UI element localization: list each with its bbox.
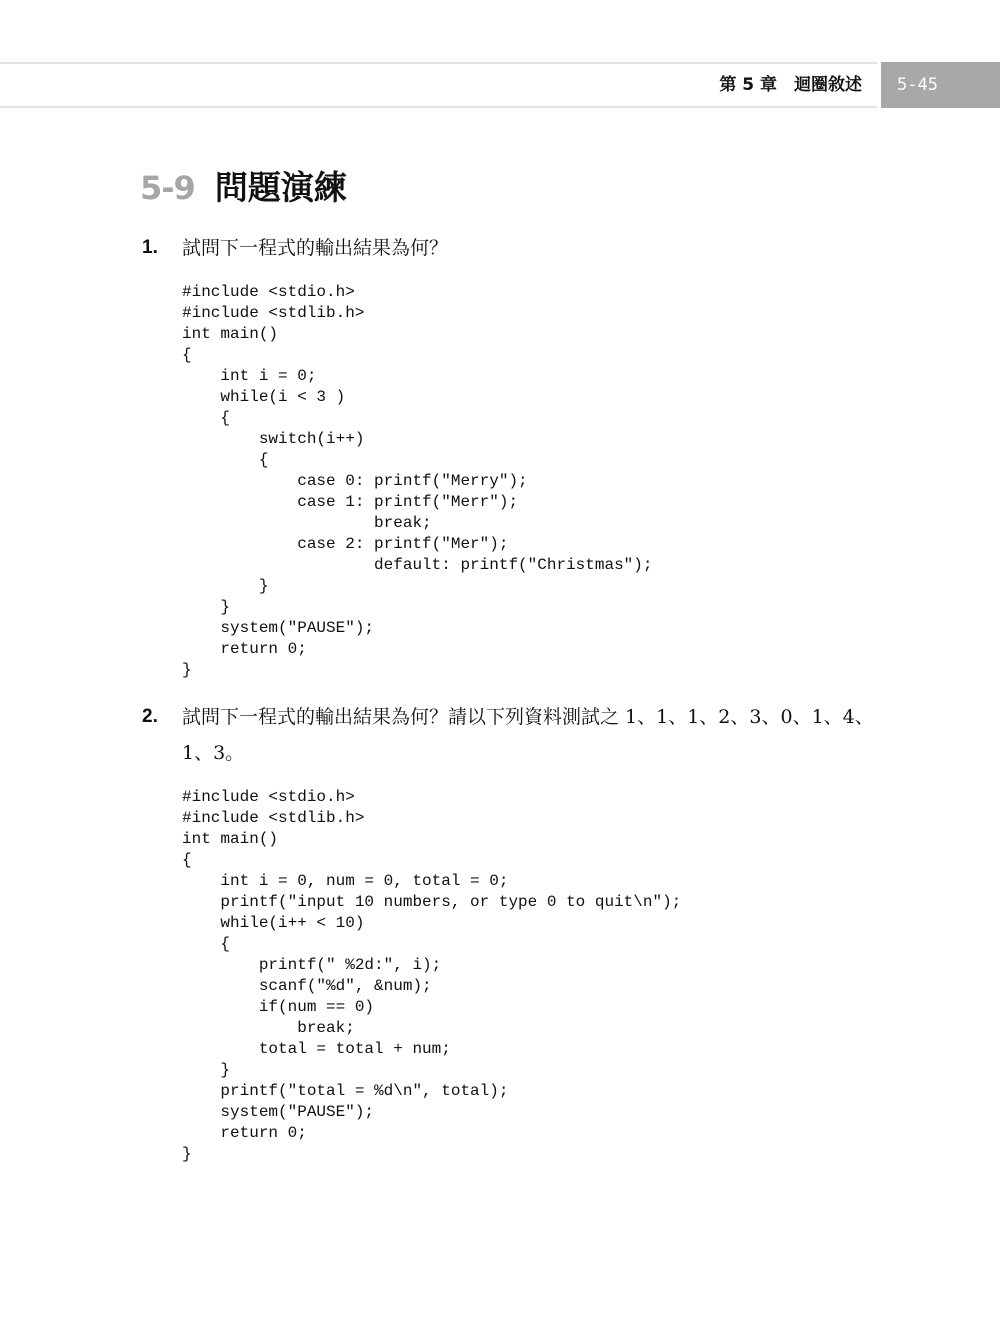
question-text: 試問下一程式的輸出結果為何？請以下列資料測試之 1、1、1、2、3、0、1、4、1、3。 bbox=[182, 706, 874, 764]
chapter-label: 第 5 章 迴圈敘述 bbox=[719, 75, 862, 95]
header-rule-bottom bbox=[0, 106, 877, 108]
question-2 bbox=[142, 705, 902, 1165]
section-title: 問題演練 bbox=[214, 168, 347, 207]
question-text: 試問下一程式的輸出結果為何？ bbox=[182, 237, 449, 259]
question-number: 1. bbox=[142, 237, 158, 258]
section-heading bbox=[140, 162, 347, 210]
page-number: 5-45 bbox=[897, 75, 938, 95]
code-block: #include <stdio.h> #include <stdlib.h> int main() { int i = 0, num = 0, total = 0; printf("input 10 numbers, or type 0 to quit\n"); while(i++ < 10) { printf(" %2d:", i); scanf("%d", &num); if(num == 0) break; total = total + num; } printf("total = %d\n", total); system("PAUSE"); return 0; } bbox=[182, 788, 682, 1163]
code-block: #include <stdio.h> #include <stdlib.h> int main() { int i = 0; while(i < 3 ) { switch(i++) { case 0: printf("Merry"); case 1: printf("Merr"); break; case 2: printf("Mer"); default: printf("Christmas"); } } system("PAUSE"); return 0; } bbox=[182, 283, 653, 679]
section-number: 5-9 bbox=[140, 169, 195, 207]
question-number: 2. bbox=[142, 706, 158, 727]
page-number-tab bbox=[881, 62, 1000, 108]
header-rule-top bbox=[0, 62, 877, 64]
question-1 bbox=[142, 236, 902, 681]
